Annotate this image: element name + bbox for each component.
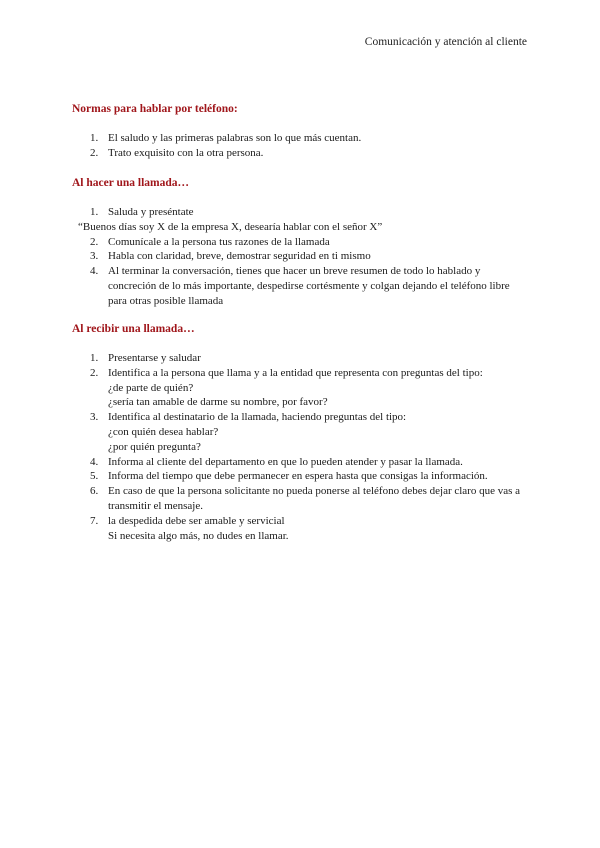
list-item-number: 2. (90, 366, 99, 379)
list-item-number: 3. (90, 250, 99, 263)
example-question: ¿sería tan amable de darme su nombre, por favor? (108, 396, 328, 409)
list-item (0, 514, 600, 529)
list-item-number: 2. (90, 235, 99, 248)
closing-phrase: Si necesita algo más, no dudes en llamar. (108, 529, 289, 542)
greeting-quote: “Buenos días soy X de la empresa X, desearía hablar con el señor X” (78, 220, 383, 233)
list-item-text: Al terminar la conversación, tienes que hacer un breve resumen de todo lo hablado y concreción de lo más importante, despedirse cortésmente y colgan dejando el teléfono libre para otras posible llamada (108, 265, 510, 307)
list-item (0, 484, 600, 514)
list-item-text: Identifica a la persona que llama y a la entidad que representa con preguntas del tipo: (108, 366, 483, 379)
list-item (0, 410, 600, 425)
list-item-text: En caso de que la persona solicitante no pueda ponerse al teléfono debes dejar claro que vas a transmitir el mensaje. (108, 485, 521, 512)
example-question: ¿por quién pregunta? (108, 440, 201, 453)
making-call-list (0, 205, 600, 309)
section-heading-receiving-call: Al recibir una llamada… (72, 323, 195, 335)
list-item-number: 6. (90, 485, 99, 498)
list-item (0, 469, 600, 484)
list-item-text: Saluda y preséntate (108, 206, 194, 218)
list-item-number: 7. (90, 514, 99, 527)
list-item (0, 235, 600, 250)
list-item-text: la despedida debe ser amable y servicial (108, 514, 285, 527)
list-item-number: 1. (90, 206, 99, 218)
list-item-number: 4. (90, 455, 99, 468)
list-item-text: Comunícale a la persona tus razones de la llamada (108, 235, 330, 248)
list-item (0, 351, 600, 366)
list-item-number: 4. (90, 265, 99, 278)
receiving-call-list (0, 351, 600, 543)
list-item-text: El saludo y las primeras palabras son lo que más cuentan. (108, 132, 362, 144)
list-item-number: 1. (90, 352, 99, 364)
list-item-number: 5. (90, 470, 99, 483)
list-item-text: Identifica al destinatario de la llamada, haciendo preguntas del tipo: (108, 411, 407, 424)
list-item (0, 264, 600, 308)
page-header: Comunicación y atención al cliente (364, 36, 527, 48)
list-item-text: Informa del tiempo que debe permanecer en espera hasta que consigas la información. (108, 470, 488, 483)
list-item-text: Trato exquisito con la otra persona. (108, 146, 264, 159)
list-item (0, 455, 600, 470)
section-heading-making-call: Al hacer una llamada… (72, 177, 190, 189)
example-question: ¿con quién desea hablar? (108, 425, 219, 438)
list-item-number: 3. (90, 411, 99, 424)
list-item (0, 146, 600, 161)
list-item (0, 131, 600, 146)
list-item-text: Habla con claridad, breve, demostrar seguridad en ti mismo (108, 250, 371, 263)
list-item-number: 2. (90, 146, 99, 159)
list-item (0, 366, 600, 381)
section-heading-telephone-rules: Normas para hablar por teléfono: (72, 103, 238, 115)
example-question: ¿de parte de quién? (108, 381, 194, 394)
list-item (0, 249, 600, 264)
list-item-text: Presentarse y saludar (108, 352, 201, 364)
telephone-rules-list (0, 131, 600, 161)
list-item (0, 205, 600, 220)
list-item-text: Informa al cliente del departamento en que lo pueden atender y pasar la llamada. (108, 455, 463, 468)
list-item-number: 1. (90, 132, 99, 144)
